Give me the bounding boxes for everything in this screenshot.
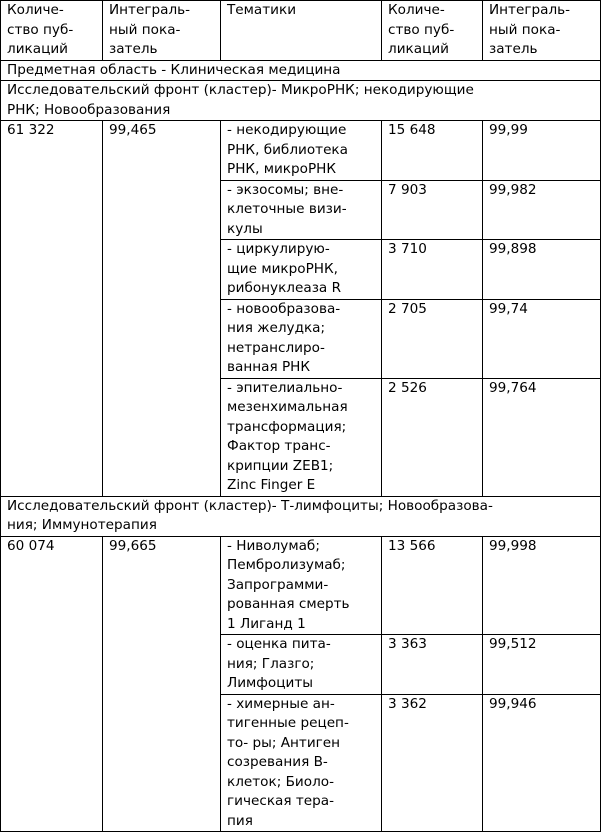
subject-area: Предметная область - Клиническая медицина xyxy=(1,60,601,81)
topic-publications-count: 7 903 xyxy=(382,180,483,240)
cluster-title-row xyxy=(1,81,601,121)
header-row xyxy=(1,1,601,61)
topic-name: - новообразова- ния желудка; нетранслиро- ванная РНК xyxy=(221,299,382,378)
topic-publications-count: 3 710 xyxy=(382,240,483,300)
table-row xyxy=(1,536,601,635)
header-topic-integral-index: Интеграль- ный пока- затель xyxy=(483,1,601,61)
topic-name: - оценка пита- ния; Глазго; Лимфоциты xyxy=(221,635,382,695)
cluster-title-row xyxy=(1,496,601,536)
subject-area-row xyxy=(1,60,601,81)
topic-publications-count: 2 705 xyxy=(382,299,483,378)
header-publications-count: Количе- ство пуб- ликаций xyxy=(1,1,103,61)
topic-name: - Ниволумаб; Пембролизумаб; Запрограмми- рованная смерть 1 Лиганд 1 xyxy=(221,536,382,635)
topic-integral-index: 99,74 xyxy=(483,299,601,378)
topic-publications-count: 2 526 xyxy=(382,378,483,496)
cluster-title: Исследовательский фронт (кластер)- МикроРНК; некодирующие РНК; Новообразования xyxy=(1,81,601,121)
topic-publications-count: 15 648 xyxy=(382,121,483,181)
header-topic-publications-count: Количе- ство пуб- ликаций xyxy=(382,1,483,61)
topic-publications-count: 3 363 xyxy=(382,635,483,695)
topic-integral-index: 99,898 xyxy=(483,240,601,300)
table-row xyxy=(1,121,601,181)
topic-name: - химерные ан- тигенные рецеп- то- ры; Антиген созревания В- клеток; Биоло- гическая тера- пия xyxy=(221,694,382,832)
topic-integral-index: 99,982 xyxy=(483,180,601,240)
header-topics: Тематики xyxy=(221,1,382,61)
topic-integral-index: 99,512 xyxy=(483,635,601,695)
topic-name: - циркулирую- щие микроРНК, рибонуклеаза R xyxy=(221,240,382,300)
topic-integral-index: 99,946 xyxy=(483,694,601,832)
topic-name: - экзосомы; вне- клеточные визи- кулы xyxy=(221,180,382,240)
topic-publications-count: 3 362 xyxy=(382,694,483,832)
topic-integral-index: 99,764 xyxy=(483,378,601,496)
cluster-title: Исследовательский фронт (кластер)- Т-лимфоциты; Новообразова- ния; Иммунотерапия xyxy=(1,496,601,536)
cluster-publications-count: 60 074 xyxy=(1,536,103,832)
topic-integral-index: 99,998 xyxy=(483,536,601,635)
topic-name: - эпителиально- мезенхимальная трансформация; Фактор транс- крипции ZEB1; Zinc Finger E xyxy=(221,378,382,496)
topic-name: - некодирующие РНК, библиотека РНК, микроРНК xyxy=(221,121,382,181)
cluster-integral-index: 99,465 xyxy=(103,121,221,497)
topic-integral-index: 99,99 xyxy=(483,121,601,181)
header-integral-index: Интеграль- ный пока- затель xyxy=(103,1,221,61)
cluster-publications-count: 61 322 xyxy=(1,121,103,497)
topic-publications-count: 13 566 xyxy=(382,536,483,635)
cluster-integral-index: 99,665 xyxy=(103,536,221,832)
